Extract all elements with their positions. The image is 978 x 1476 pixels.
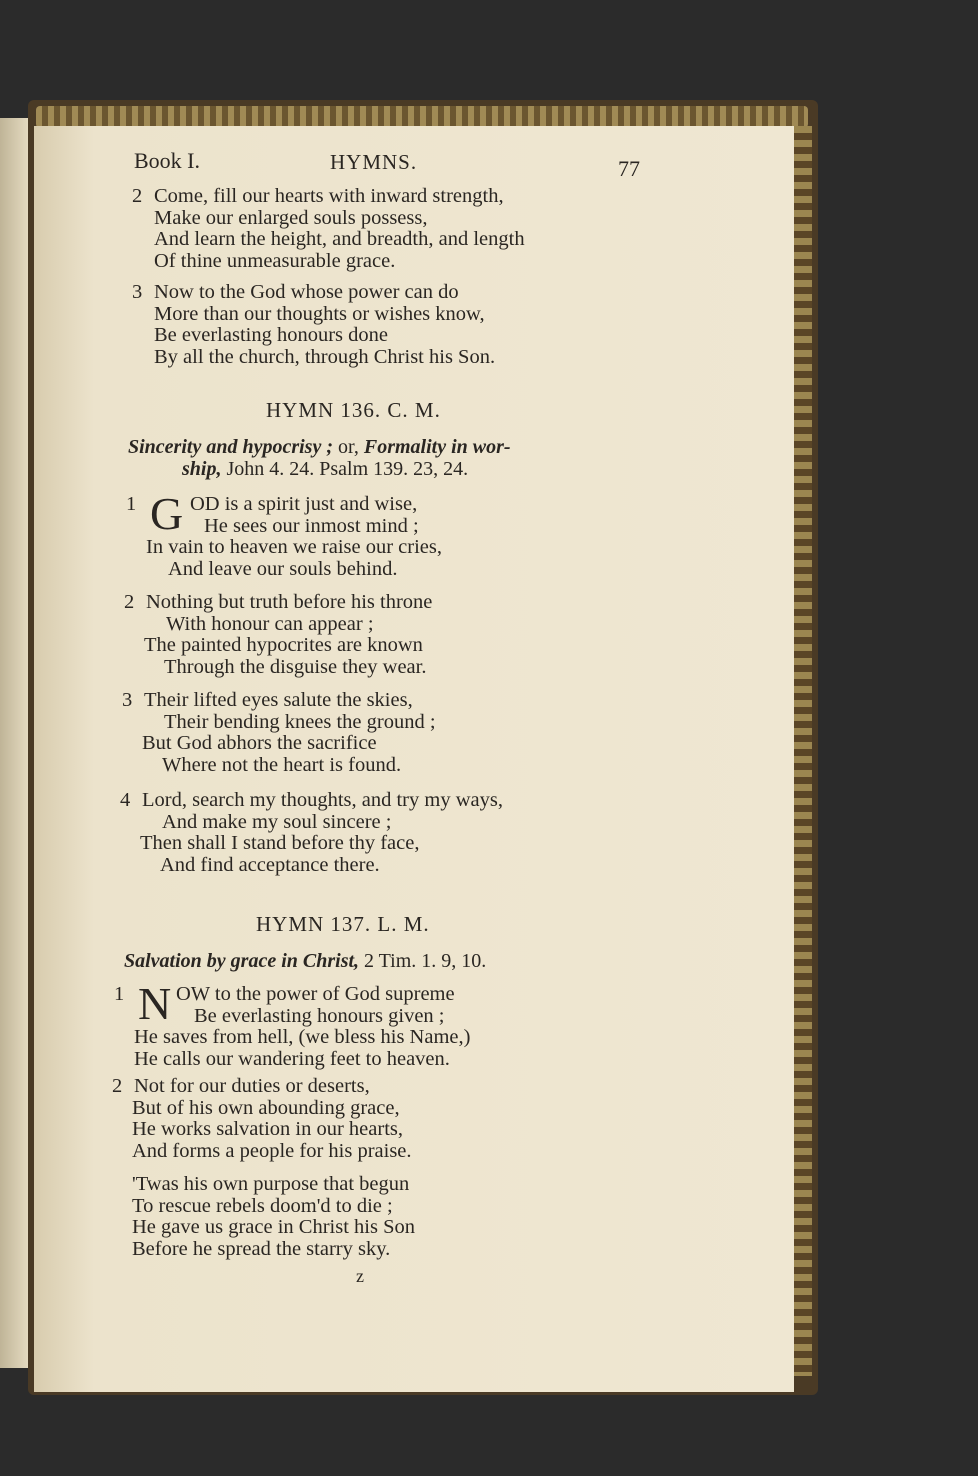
hymn-136-stanza-3 xyxy=(122,690,436,776)
verse-line: With honour can appear ; xyxy=(166,612,374,635)
verse-line: Their lifted eyes salute the skies, xyxy=(144,689,413,711)
verse-line: But God abhors the sacrifice xyxy=(142,732,377,754)
hymn-137-stanza-1 xyxy=(114,978,471,1070)
stanza-number: 2 xyxy=(124,591,135,613)
stanza-number: 1 xyxy=(126,493,137,515)
book-page xyxy=(34,126,794,1392)
hymn-137-title: HYMN 137. L. M. xyxy=(256,912,430,936)
stanza-number: 1 xyxy=(114,983,125,1005)
verse-line: Where not the heart is found. xyxy=(162,753,402,776)
drop-cap: N xyxy=(138,978,172,1029)
running-head-title: HYMNS. xyxy=(330,150,418,174)
verse-line: In vain to heaven we raise our cries, xyxy=(146,536,442,558)
hymn-136-stanza-4 xyxy=(120,790,503,876)
running-head-book: Book I. xyxy=(134,148,200,173)
verse-line: OD is a spirit just and wise, xyxy=(190,493,418,515)
stanza-number: 2 xyxy=(132,185,143,207)
verse-line: Then shall I stand before thy face, xyxy=(140,832,420,854)
hymn-136-stanza-1 xyxy=(126,488,442,580)
verse-line: Their bending knees the ground ; xyxy=(164,710,436,733)
verse-line: He gave us grace in Christ his Son xyxy=(132,1216,415,1238)
verse-line: He saves from hell, (we bless his Name,) xyxy=(134,1026,471,1048)
verse-line: Of thine unmeasurable grace. xyxy=(154,249,396,272)
verse-line: More than our thoughts or wishes know, xyxy=(154,302,485,325)
stanza-number: 3 xyxy=(132,281,143,303)
stanza-number: 2 xyxy=(112,1075,123,1097)
signature-mark: z xyxy=(356,1266,364,1286)
verse-line: Before he spread the starry sky. xyxy=(132,1237,391,1260)
hymn-136-subtitle-line-1: Sincerity and hypocrisy ; or, Formality in wor- xyxy=(128,436,511,458)
verse-line: He sees our inmost mind ; xyxy=(204,514,419,537)
hymn-137-subtitle: Salvation by grace in Christ, 2 Tim. 1. 9, 10. xyxy=(124,950,487,972)
hymn-137-stanza-2 xyxy=(112,1076,412,1162)
verse-line: Lord, search my thoughts, and try my ways, xyxy=(142,789,503,811)
verse-line: And leave our souls behind. xyxy=(168,557,398,580)
verse-line: And find acceptance there. xyxy=(160,853,380,876)
drop-cap: G xyxy=(150,488,184,539)
verse-line: 'Twas his own purpose that begun xyxy=(132,1173,410,1195)
stanza-number: 3 xyxy=(122,689,133,711)
verse-line: He works salvation in our hearts, xyxy=(132,1118,403,1140)
verse-line: By all the church, through Christ his Son. xyxy=(154,345,496,368)
verse-line: Come, fill our hearts with inward strength, xyxy=(154,185,504,207)
verse-line: OW to the power of God supreme xyxy=(176,983,455,1005)
verse-line: The painted hypocrites are known xyxy=(144,634,423,656)
verse-line: Through the disguise they wear. xyxy=(164,655,427,678)
verse-line: Be everlasting honours done xyxy=(154,324,388,346)
verse-line: And make my soul sincere ; xyxy=(162,810,392,833)
page-number: 77 xyxy=(618,156,640,181)
verse-line: Nothing but truth before his throne xyxy=(146,591,433,613)
stanza-number: 4 xyxy=(120,789,131,811)
verse-line: Make our enlarged souls possess, xyxy=(154,206,428,229)
verse-line: Not for our duties or deserts, xyxy=(134,1075,370,1097)
verse-line: Now to the God whose power can do xyxy=(154,281,459,303)
hymn-137-stanza-3 xyxy=(112,1174,415,1260)
verse-line: To rescue rebels doom'd to die ; xyxy=(132,1194,393,1217)
hymn-136-subtitle-line-2: ship, John 4. 24. Psalm 139. 23, 24. xyxy=(182,458,469,480)
continuation-stanza-3 xyxy=(132,282,495,368)
gilt-top-edge xyxy=(36,106,808,128)
facing-page-edge xyxy=(0,118,30,1368)
continuation-stanza-2 xyxy=(132,186,525,272)
verse-line: But of his own abounding grace, xyxy=(132,1096,400,1119)
hymn-136-stanza-2 xyxy=(124,592,432,678)
hymn-136-title: HYMN 136. C. M. xyxy=(266,398,441,422)
verse-line: Be everlasting honours given ; xyxy=(194,1004,445,1027)
verse-line: And learn the height, and breadth, and length xyxy=(154,228,525,250)
verse-line: He calls our wandering feet to heaven. xyxy=(134,1047,450,1070)
verse-line: And forms a people for his praise. xyxy=(132,1139,412,1162)
